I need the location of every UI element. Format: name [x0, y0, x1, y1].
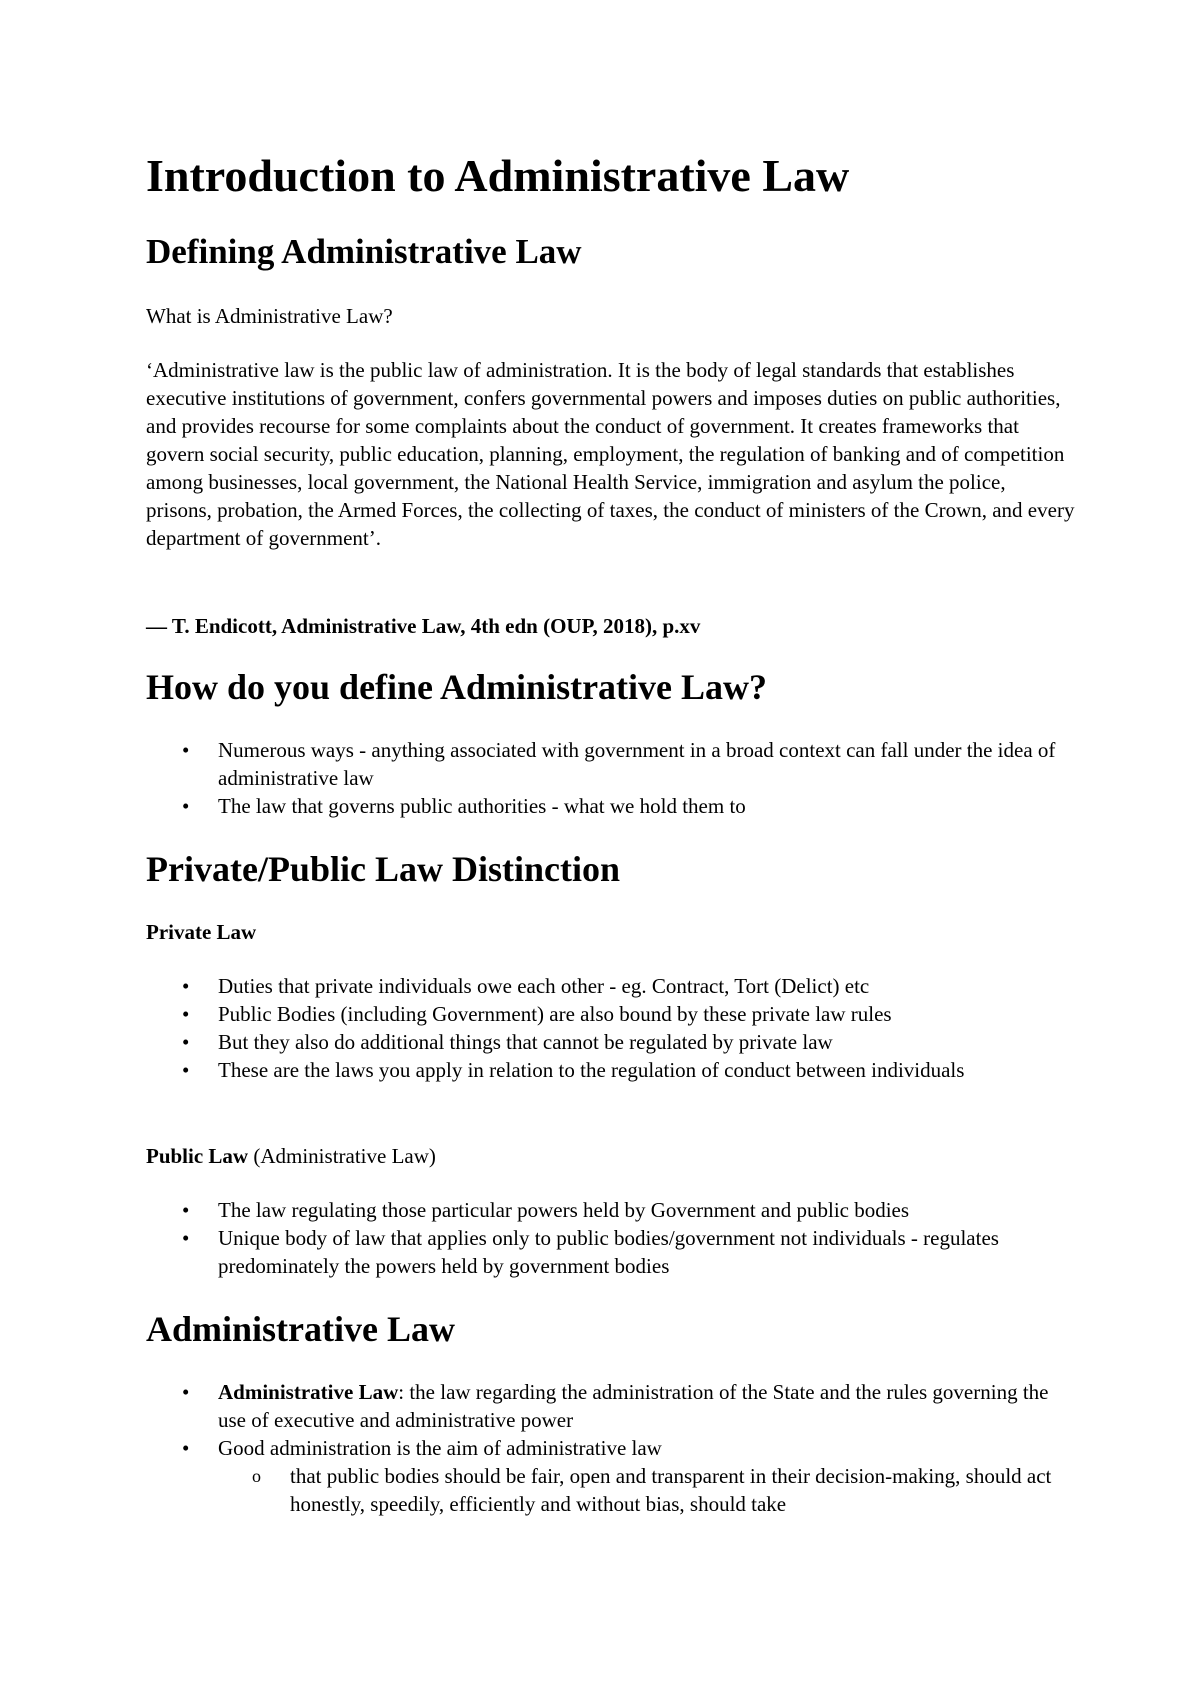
question-text: What is Administrative Law? [146, 304, 393, 328]
bullet-icon: • [182, 1436, 190, 1460]
list-item: • The law that governs public authorities - what we hold them to [182, 794, 746, 818]
private-law-label: Private Law [146, 920, 257, 944]
list-item: • But they also do additional things that cannot be regulated by private law [182, 1030, 833, 1054]
bullet-icon: • [182, 1380, 190, 1404]
bullet-icon: • [182, 1198, 190, 1222]
bullet-icon: • [182, 1226, 190, 1250]
bullet-icon: • [182, 794, 190, 818]
quote-citation: — T. Endicott, Administrative Law, 4th edn (OUP, 2018), p.xv [146, 614, 701, 638]
public-law-label: Public Law (Administrative Law) [146, 1144, 436, 1168]
sub-list [218, 1462, 1076, 1518]
bullet-icon: • [182, 974, 190, 998]
heading-defining: Defining Administrative Law [146, 232, 582, 271]
bullet-icon: • [182, 1058, 190, 1082]
heading-admin-law: Administrative Law [146, 1309, 455, 1349]
admin-law-list [146, 1378, 1076, 1518]
list-item: • Public Bodies (including Government) are also bound by these private law rules [182, 1002, 892, 1026]
list-item: • Unique body of law that applies only to public bodies/government not individuals - regulates predominately the powers held by government bodies [182, 1226, 999, 1278]
how-define-list [146, 736, 1076, 820]
list-item: • The law regulating those particular powers held by Government and public bodies [182, 1198, 910, 1222]
heading-how-define: How do you define Administrative Law? [146, 667, 768, 707]
list-item: • Numerous ways - anything associated with government in a broad context can fall under the idea of administrative law [182, 738, 1056, 790]
list-item: • Duties that private individuals owe each other - eg. Contract, Tort (Delict) etc [182, 974, 870, 998]
list-item: • These are the laws you apply in relation to the regulation of conduct between individuals [182, 1058, 965, 1082]
bullet-icon: • [182, 1002, 190, 1026]
list-item: • Good administration is the aim of administrative law o that public bodies should be fair, open and transparent in their decision-making, should act honestly, speedily, efficiently and without bias, should take [146, 1434, 1076, 1518]
sub-list-item: o that public bodies should be fair, open and transparent in their decision-making, should act honestly, speedily, efficiently and without bias, should take [252, 1464, 1052, 1516]
circle-bullet-icon: o [252, 1466, 261, 1486]
quote-paragraph: ‘Administrative law is the public law of administration. It is the body of legal standards that establishes executive institutions of government, confers governmental powers and imposes duties on public authorities, and provides recourse for some complaints about the conduct of government. It creates frameworks that govern social security, public education, planning, employment, the regulation of banking and of competition among businesses, local government, the National Health Service, immigration and asylum the police, prisons, probation, the Armed Forces, the collecting of taxes, the conduct of ministers of the Crown, and every department of government’. [146, 358, 1075, 550]
public-law-list [146, 1196, 1076, 1280]
heading-distinction: Private/Public Law Distinction [146, 849, 620, 889]
private-law-list [146, 972, 1076, 1084]
bullet-icon: • [182, 738, 190, 762]
bullet-icon: • [182, 1030, 190, 1054]
list-item: • Administrative Law: the law regarding the administration of the State and the rules governing the use of executive and administrative power [182, 1380, 1049, 1432]
page-title: Introduction to Administrative Law [146, 150, 850, 201]
